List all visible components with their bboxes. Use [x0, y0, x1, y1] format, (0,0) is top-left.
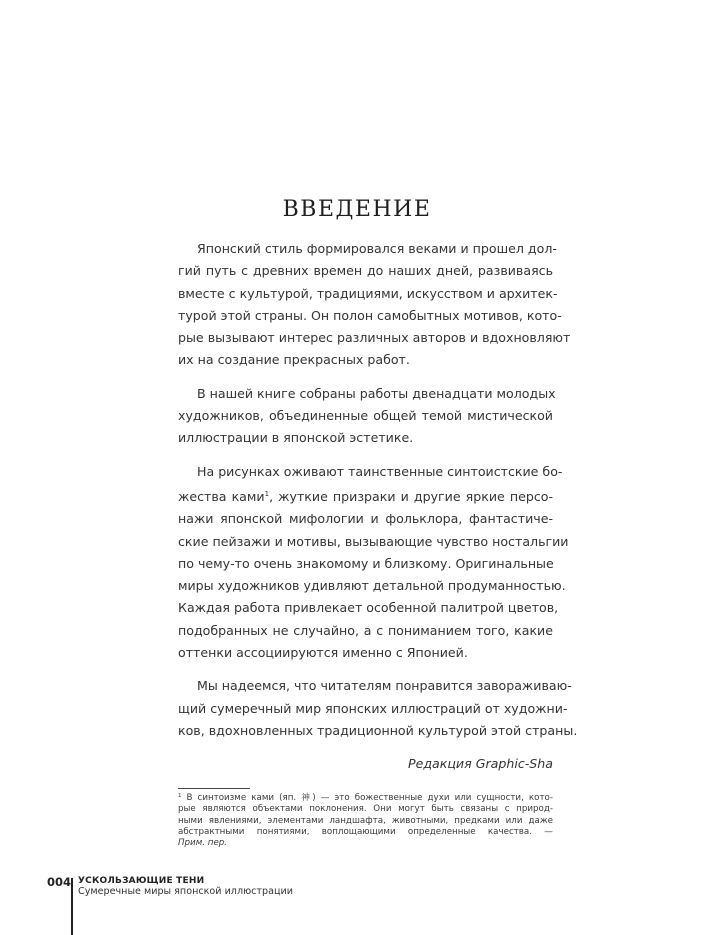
footnote-line: Прим. пер. — [178, 838, 228, 849]
text-fragment: , жуткие призраки и другие яркие персо- — [269, 488, 553, 504]
text-line: Мы надеемся, что читателям понравится завораживаю- — [197, 678, 572, 694]
text-line: ков, вдохновленных традиционной культурой этой страны. — [178, 722, 578, 738]
text-line: В нашей книге собраны работы двенадцати молодых — [197, 385, 556, 401]
running-title: УСКОЛЬЗАЮЩИЕ ТЕНИ — [78, 876, 205, 886]
text-line: рые вызывают интерес различных авторов и вдохновляют — [178, 330, 571, 346]
text-line: турой этой страны. Он полон самобытных мотивов, кото- — [178, 307, 562, 323]
text-line: ские пейзажи и мотивы, вызывающие чувство ностальгии — [178, 533, 569, 549]
page-number: 004 — [47, 875, 72, 889]
footer-divider — [71, 878, 73, 935]
text-line: щий сумеречный мир японских иллюстраций от художни- — [178, 700, 568, 716]
footnote-line: рые являются объектами поклонения. Они могут быть связаны с природ- — [178, 804, 553, 815]
text-line: их на создание прекрасных работ. — [178, 352, 410, 368]
text-line: миры художников удивляют детальной продуманностью. — [178, 578, 566, 594]
signature: Редакция Graphic-Sha — [407, 756, 553, 772]
footnote-reference[interactable]: 1 — [264, 489, 270, 498]
text-line: гий путь с древних времен до наших дней, развиваясь — [178, 263, 553, 279]
paragraph-3 — [178, 461, 569, 665]
text-line: иллюстрации в японской эстетике. — [178, 430, 414, 446]
footnote-number: 1 — [178, 793, 182, 799]
running-subtitle: Сумеречные миры японской иллюстрации — [78, 886, 293, 897]
text-line: оттенки ассоциируются именно с Японией. — [178, 645, 468, 661]
text-line: подобранных не случайно, а с пониманием того, какие — [178, 622, 553, 638]
paragraph-4 — [178, 675, 578, 742]
body-text — [178, 238, 578, 776]
text-line: На рисунках оживают таинственные синтоистские бо- — [197, 463, 563, 479]
text-fragment: жества ками — [178, 488, 265, 504]
text-line-with-footnote — [178, 483, 553, 508]
footnote-line: ными явлениями, элементами ландшафта, животными, предками или даже — [178, 815, 553, 826]
page-title: ВВЕДЕНИЕ — [282, 197, 432, 222]
paragraph-2 — [178, 383, 556, 450]
text-line: по чему-то очень знакомому и близкому. Оригинальные — [178, 555, 554, 571]
footnote-divider — [178, 788, 250, 789]
footnote-line — [178, 791, 553, 804]
text-line: Каждая работа привлекает особенной палитрой цветов, — [178, 600, 559, 616]
text-line: вместе с культурой, традициями, искусством и архитек- — [178, 285, 558, 301]
text-line: художников, объединенные общей темой мистической — [178, 408, 553, 424]
footnote — [178, 791, 553, 849]
text-line: Японский стиль формировался веками и прошел дол- — [197, 241, 557, 256]
text-line: нажи японской мифологии и фольклора, фантастиче- — [178, 511, 553, 527]
text-fragment: В синтоизме ками (яп. 神) — это божественные духи или сущности, кото- — [186, 793, 553, 803]
footnote-line: абстрактными понятиями, воплощающими определенные качества. — — [178, 826, 553, 837]
paragraph-1 — [178, 238, 571, 372]
